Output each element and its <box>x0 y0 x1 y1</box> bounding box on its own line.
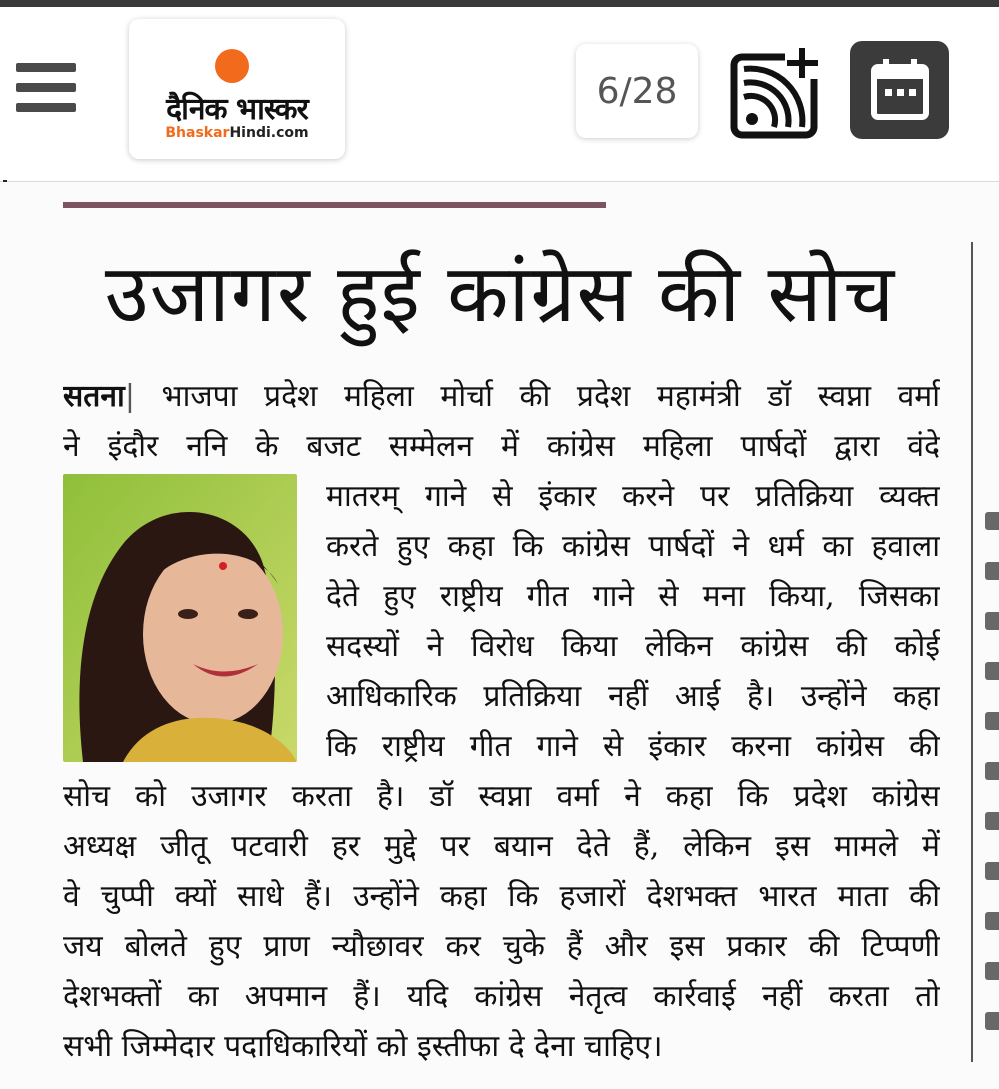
menu-icon[interactable] <box>16 63 76 113</box>
article-line: वे चुप्पी क्यों साधे हैं। उन्होंने कहा कि हजारों देशभक्त भारत माता की <box>63 879 940 914</box>
article-line: जय बोलते हुए प्राण न्यौछावर कर चुके हैं और इस प्रकार की टिप्पणी <box>63 929 940 964</box>
article-line: सोच को उजागर करता है। डॉ स्वप्ना वर्मा ने कहा कि प्रदेश कांग्रेस <box>63 779 940 814</box>
logo-url: BhaskarHindi.com <box>165 125 309 141</box>
status-strip <box>0 0 999 7</box>
logo-name: दैनिक भास्कर <box>166 92 308 127</box>
adjacent-column-edge <box>985 512 999 1072</box>
epaper-page[interactable] <box>0 182 999 1089</box>
column-divider <box>971 242 973 1062</box>
author-photo <box>63 474 297 762</box>
rss-feed-icon[interactable] <box>730 45 822 139</box>
photo-edge <box>63 202 606 208</box>
article-line: सदस्यों ने विरोध किया लेकिन कांग्रेस की कोई <box>326 629 940 664</box>
publication-logo[interactable] <box>129 19 345 159</box>
article-line: अध्यक्ष जीतू पटवारी हर मुद्दे पर बयान देते हैं, लेकिन इस मामले में <box>63 829 940 864</box>
page-counter[interactable]: 6/28 <box>576 44 698 138</box>
dateline: सतना <box>63 379 125 414</box>
article-line: सभी जिम्मेदार पदाधिकारियों को इस्तीफा दे देना चाहिए। <box>63 1029 663 1064</box>
article-line: देते हुए राष्ट्रीय गीत गाने से मना किया, जिसका <box>326 579 940 614</box>
app-header <box>0 7 999 182</box>
calendar-icon[interactable] <box>850 41 949 139</box>
article-line: आधिकारिक प्रतिक्रिया नहीं आई है। उन्होंने कहा <box>326 679 940 714</box>
article-line: कि राष्ट्रीय गीत गाने से इंकार करना कांग्रेस की <box>326 729 940 764</box>
article-headline: उजागर हुई कांग्रेस की सोच <box>104 247 896 340</box>
article-line: देशभक्तों का अपमान हैं। यदि कांग्रेस नेतृत्व कार्रवाई नहीं करता तो <box>63 979 940 1014</box>
article-line: करते हुए कहा कि कांग्रेस पार्षदों ने धर्म का हवाला <box>326 529 940 564</box>
article-line: ने इंदौर ननि के बजट सम्मेलन में कांग्रेस महिला पार्षदों द्वारा वंदे <box>63 429 940 464</box>
article-line: मातरम् गाने से इंकार करने पर प्रतिक्रिया व्यक्त <box>326 479 940 514</box>
article-line: सतना| भाजपा प्रदेश महिला मोर्चा की प्रदेश महामंत्री डॉ स्वप्ना वर्मा <box>63 379 940 414</box>
sun-logo-icon <box>215 49 249 83</box>
